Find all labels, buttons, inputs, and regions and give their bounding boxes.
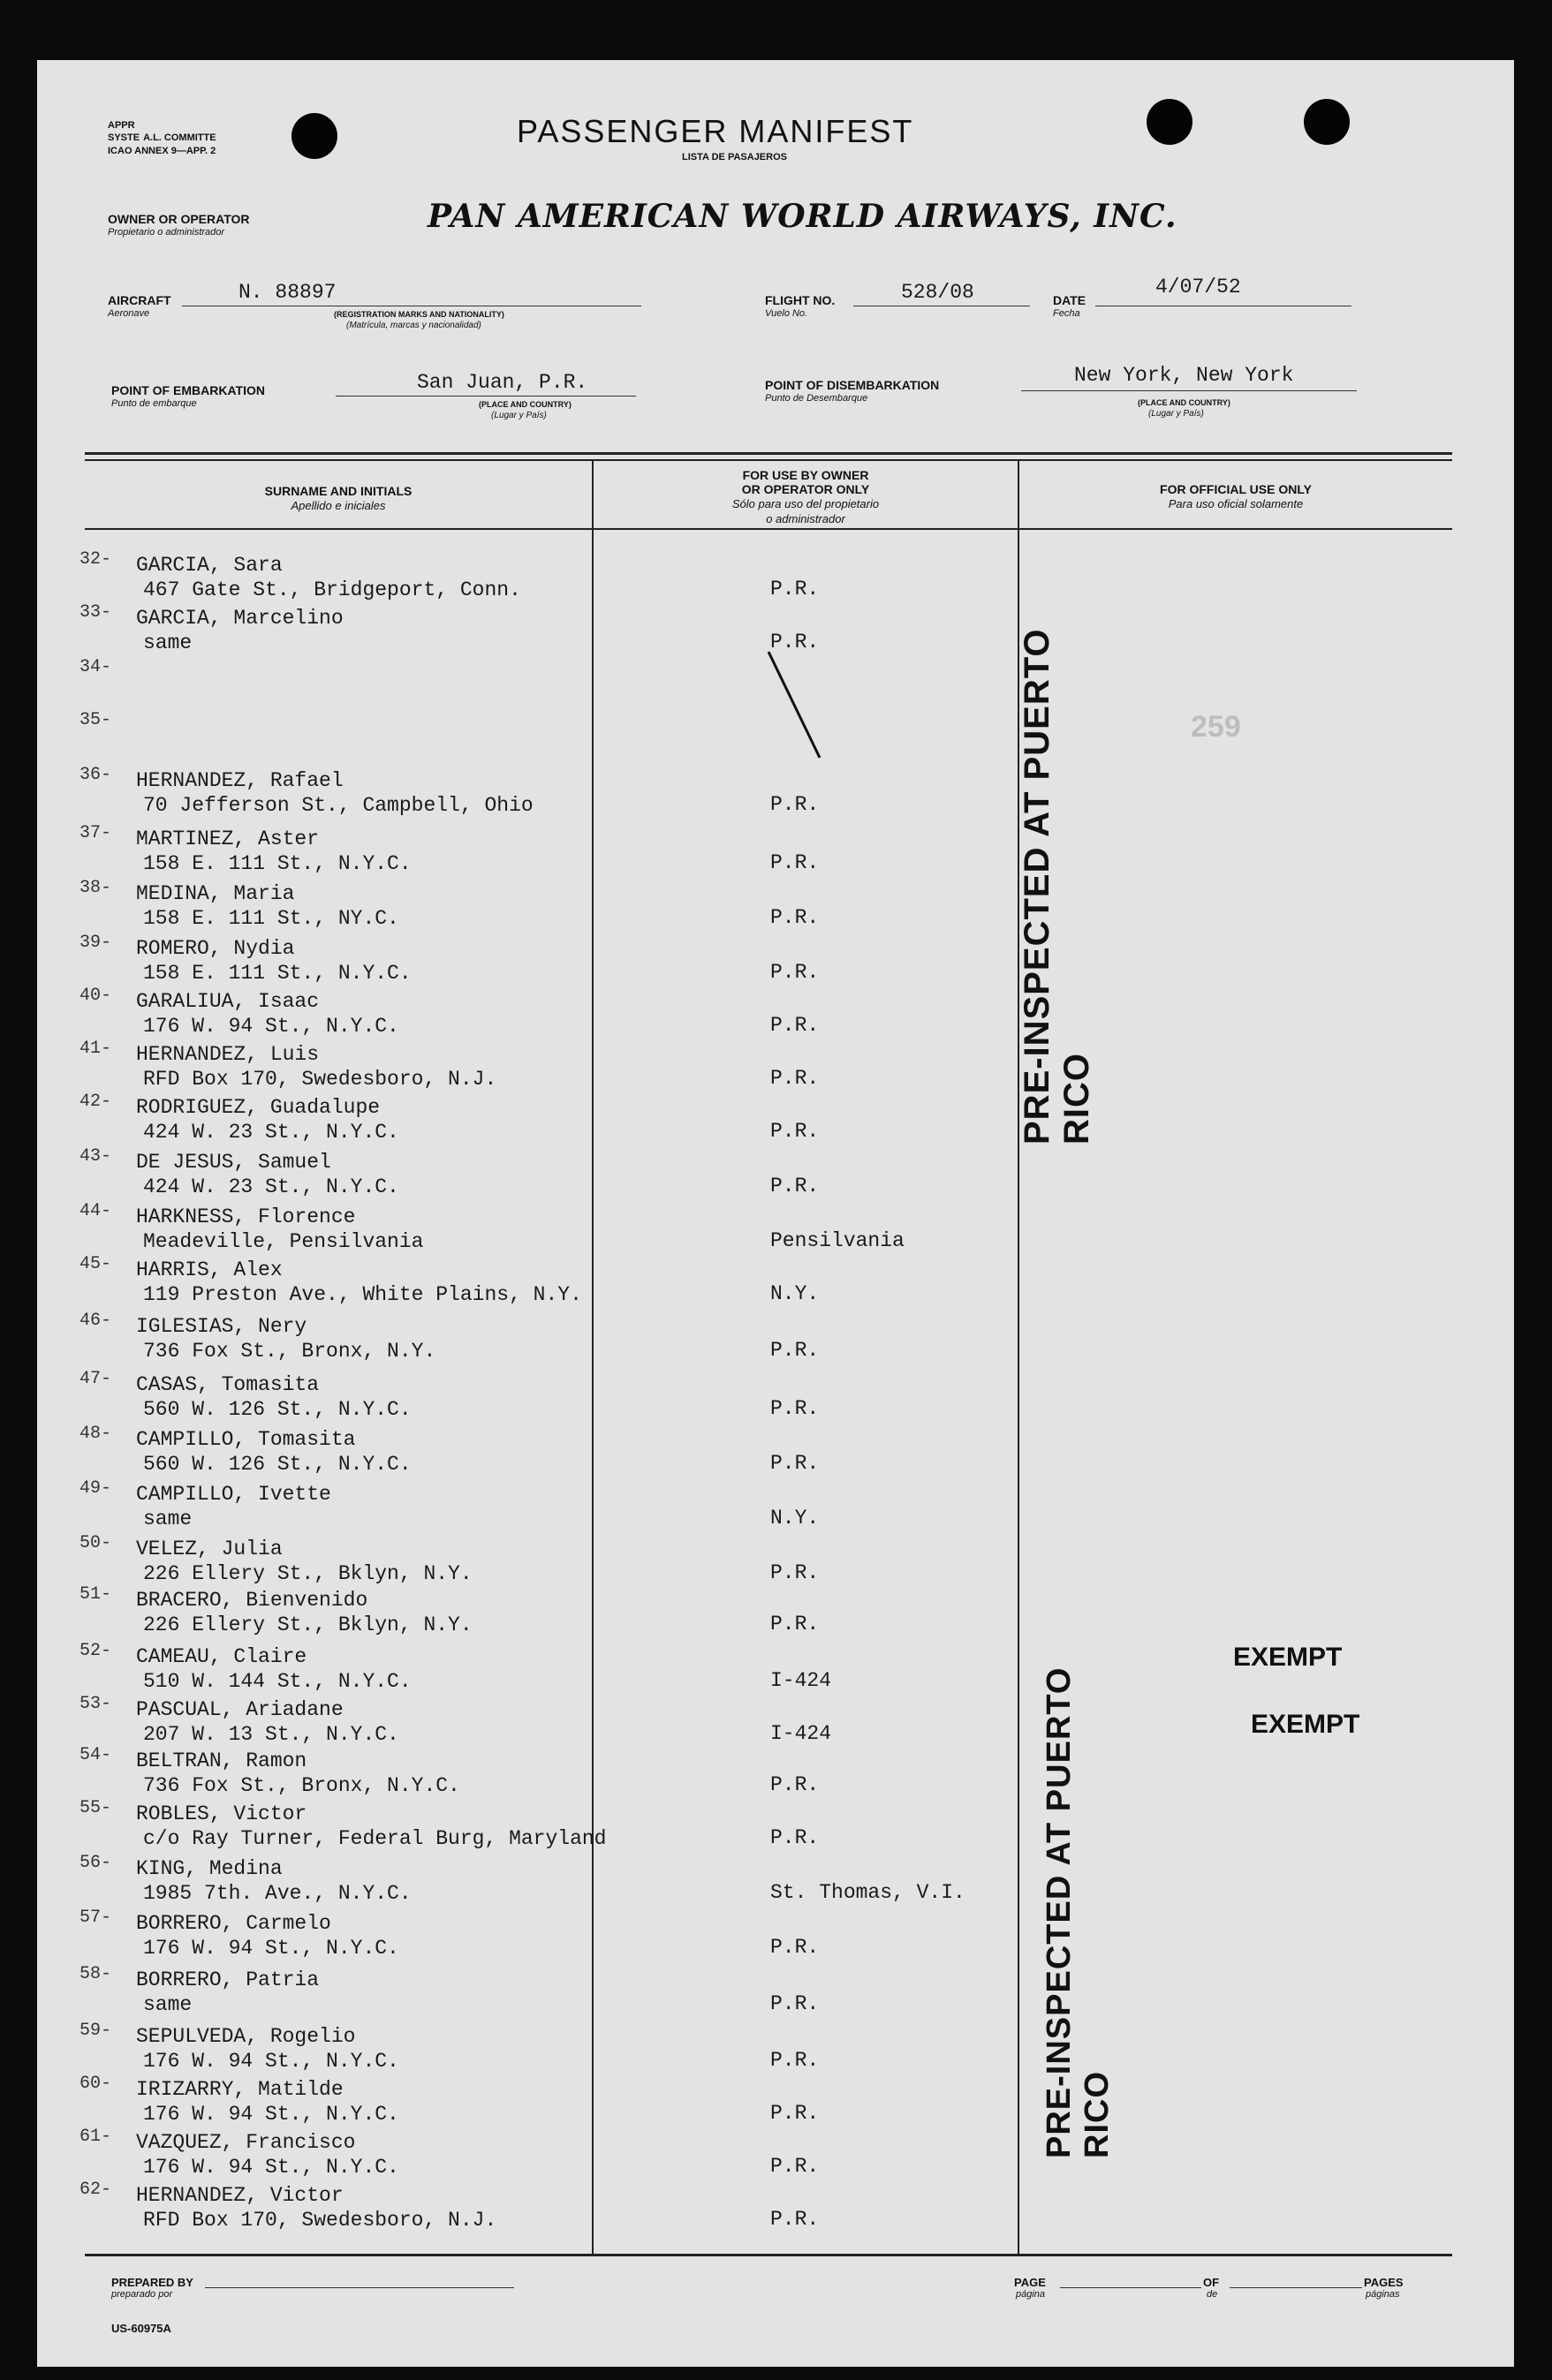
- row-number: 61-: [79, 2127, 112, 2147]
- passenger-address: 176 W. 94 St., N.Y.C.: [143, 1015, 399, 1038]
- passenger-address: 510 W. 144 St., N.Y.C.: [143, 1670, 412, 1693]
- col3-header: FOR OFFICIAL USE ONLY Para uso oficial solamente: [1160, 482, 1312, 510]
- passenger-entry: [136, 1095, 399, 1145]
- passenger-entry: [136, 553, 521, 602]
- passenger-entry: [136, 1749, 460, 1798]
- passenger-name: HARKNESS, Florence: [136, 1205, 356, 1228]
- disembark-underline: [1021, 390, 1357, 391]
- embark-place-note: (PLACE AND COUNTRY): [479, 400, 572, 409]
- passenger-address: 560 W. 126 St., N.Y.C.: [143, 1398, 412, 1421]
- aircraft-label-es: Aeronave: [108, 308, 150, 319]
- passenger-name: CAMEAU, Claire: [136, 1645, 307, 1668]
- passenger-address: 207 W. 13 St., N.Y.C.: [143, 1723, 399, 1746]
- row-number: 53-: [79, 1694, 112, 1714]
- owner-label: OWNER OR OPERATOR: [108, 212, 250, 226]
- operator-use-entry: P.R.: [770, 1561, 820, 1584]
- operator-use-entry: P.R.: [770, 1014, 820, 1037]
- passenger-address: same: [143, 631, 193, 654]
- approval-line-1: APPR: [108, 120, 135, 131]
- row-number: 59-: [79, 2021, 112, 2041]
- row-number: 57-: [79, 1908, 112, 1928]
- row-number: 55-: [79, 1798, 112, 1818]
- prepared-label: PREPARED BY: [111, 2276, 193, 2289]
- row-number: 51-: [79, 1584, 112, 1605]
- of-label-es: de: [1207, 2289, 1218, 2300]
- aircraft-value: N. 88897: [238, 281, 337, 304]
- passenger-name: GARCIA, Sara: [136, 554, 283, 577]
- passenger-entry: [136, 1314, 435, 1364]
- pre-inspected-stamp-2: PRE-INSPECTED AT PUERTO RICO: [1041, 1666, 1116, 2158]
- row-number: 45-: [79, 1254, 112, 1274]
- passenger-name: BORRERO, Carmelo: [136, 1912, 331, 1935]
- col1-header: SURNAME AND INITIALS Apellido e iniciales: [264, 484, 413, 512]
- registration-note-es: (Matrícula, marcas y nacionalidad): [346, 321, 481, 330]
- operator-use-entry: P.R.: [770, 793, 820, 816]
- operator-use-entry: P.R.: [770, 1120, 820, 1143]
- row-number: 58-: [79, 1964, 112, 1984]
- row-number: 62-: [79, 2180, 112, 2200]
- page-underline: [1060, 2287, 1201, 2288]
- passenger-name: GARALIUA, Isaac: [136, 990, 320, 1013]
- embark-label-es: Punto de embarque: [111, 398, 197, 409]
- embark-label: POINT OF EMBARKATION: [111, 383, 265, 397]
- registration-note: (REGISTRATION MARKS AND NATIONALITY): [334, 310, 504, 319]
- disembark-label-es: Punto de Desembarque: [765, 393, 868, 404]
- flight-value: 528/08: [901, 281, 974, 304]
- page-mark: 259: [1191, 710, 1241, 744]
- passenger-address: 736 Fox St., Bronx, N.Y.: [143, 1340, 436, 1363]
- row-number: 42-: [79, 1092, 112, 1112]
- passenger-name: CAMPILLO, Tomasita: [136, 1428, 356, 1451]
- operator-use-entry: P.R.: [770, 2208, 820, 2231]
- punch-hole-right-2: [1304, 99, 1350, 145]
- row-number: 49-: [79, 1478, 112, 1499]
- form-title-es: LISTA DE PASAJEROS: [682, 152, 787, 162]
- approval-line-2: ICAO ANNEX 9—APP. 2: [108, 146, 216, 156]
- disembark-place-note-es: (Lugar y País): [1148, 409, 1204, 419]
- passenger-entry: [136, 1802, 607, 1851]
- passenger-name: RODRIGUEZ, Guadalupe: [136, 1096, 381, 1119]
- operator-use-entry: P.R.: [770, 1339, 820, 1362]
- passenger-name: ROBLES, Victor: [136, 1802, 307, 1825]
- passenger-address: 1985 7th. Ave., N.Y.C.: [143, 1882, 412, 1905]
- owner-label-es: Propietario o administrador: [108, 227, 225, 238]
- passenger-name: VELEZ, Julia: [136, 1538, 283, 1560]
- passenger-entry: [136, 881, 399, 931]
- of-underline: [1230, 2287, 1362, 2288]
- operator-use-entry: P.R.: [770, 851, 820, 874]
- passenger-name: IRIZARRY, Matilde: [136, 2078, 344, 2101]
- passenger-address: same: [143, 1507, 193, 1530]
- passenger-address: RFD Box 170, Swedesboro, N.J.: [143, 1068, 497, 1091]
- passenger-entry: [136, 2024, 399, 2074]
- passenger-entry: [136, 1258, 582, 1307]
- passenger-entry: [136, 1042, 496, 1092]
- passenger-address: RFD Box 170, Swedesboro, N.J.: [143, 2209, 497, 2232]
- row-number: 37-: [79, 823, 112, 843]
- exempt-stamp-1: EXEMPT: [1233, 1643, 1343, 1672]
- passenger-name: HARRIS, Alex: [136, 1258, 283, 1281]
- passenger-address: 226 Ellery St., Bklyn, N.Y.: [143, 1613, 473, 1636]
- row-number: 47-: [79, 1369, 112, 1389]
- operator-use-entry: I-424: [770, 1669, 832, 1692]
- passenger-address: 176 W. 94 St., N.Y.C.: [143, 2050, 399, 2073]
- operator-use-entry: St. Thomas, V.I.: [770, 1881, 965, 1904]
- passenger-entry: [136, 1968, 319, 2017]
- passenger-name: MEDINA, Maria: [136, 882, 295, 905]
- passenger-address: 226 Ellery St., Bklyn, N.Y.: [143, 1562, 473, 1585]
- disembark-value: New York, New York: [1074, 364, 1294, 387]
- passenger-entry: [136, 1644, 412, 1694]
- passenger-entry: [136, 2130, 399, 2180]
- passenger-name: PASCUAL, Ariadane: [136, 1698, 344, 1721]
- aircraft-label: AIRCRAFT: [108, 293, 171, 307]
- row-number: 35-: [79, 710, 112, 730]
- row-number: 50-: [79, 1533, 112, 1553]
- passenger-name: DE JESUS, Samuel: [136, 1151, 331, 1174]
- passenger-name: HERNANDEZ, Rafael: [136, 769, 344, 792]
- operator-use-entry: P.R.: [770, 1613, 820, 1636]
- row-number: 56-: [79, 1853, 112, 1873]
- passenger-entry: [136, 1482, 331, 1531]
- passenger-entry: [136, 768, 534, 818]
- passenger-entry: [136, 1372, 412, 1422]
- passenger-address: 424 W. 23 St., N.Y.C.: [143, 1175, 399, 1198]
- disembark-label: POINT OF DISEMBARKATION: [765, 378, 940, 392]
- passenger-address: Meadeville, Pensilvania: [143, 1230, 424, 1253]
- flight-label-es: Vuelo No.: [765, 308, 808, 319]
- operator-use-entry: P.R.: [770, 631, 820, 654]
- flight-label: FLIGHT NO.: [765, 293, 836, 307]
- table-top-rule-2: [85, 459, 1452, 461]
- punch-hole-right-1: [1147, 99, 1192, 145]
- row-number: 52-: [79, 1641, 112, 1661]
- operator-use-entry: P.R.: [770, 1936, 820, 1959]
- passenger-name: BELTRAN, Ramon: [136, 1749, 307, 1772]
- passenger-entry: [136, 1150, 399, 1199]
- passenger-address: 176 W. 94 St., N.Y.C.: [143, 2156, 399, 2179]
- operator-use-entry: P.R.: [770, 2155, 820, 2178]
- operator-use-entry: P.R.: [770, 1175, 820, 1198]
- row-number: 32-: [79, 549, 112, 570]
- passenger-address: 158 E. 111 St., N.Y.C.: [143, 962, 412, 985]
- embark-underline: [336, 396, 636, 397]
- date-label: DATE: [1053, 293, 1086, 307]
- passenger-name: CASAS, Tomasita: [136, 1373, 320, 1396]
- passenger-entry: [136, 1427, 412, 1477]
- operator-use-entry: Pensilvania: [770, 1229, 905, 1252]
- row-number: 40-: [79, 986, 112, 1006]
- passenger-name: GARCIA, Marcelino: [136, 607, 344, 630]
- passenger-entry: [136, 1205, 423, 1254]
- passenger-name: BORRERO, Patria: [136, 1968, 320, 1991]
- passenger-name: ROMERO, Nydia: [136, 937, 295, 960]
- operator-use-entry: P.R.: [770, 961, 820, 984]
- pages-label: PAGES: [1364, 2276, 1404, 2289]
- passenger-entry: [136, 827, 412, 876]
- passenger-entry: [136, 1911, 399, 1961]
- passenger-name: VAZQUEZ, Francisco: [136, 2131, 356, 2154]
- table-bottom-rule: [85, 2254, 1452, 2256]
- operator-use-entry: P.R.: [770, 1773, 820, 1796]
- col2-header: FOR USE BY OWNER OR OPERATOR ONLY Sólo para uso del propietario o administrador: [731, 468, 880, 525]
- passenger-address: 176 W. 94 St., N.Y.C.: [143, 1937, 399, 1960]
- passenger-address: 119 Preston Ave., White Plains, N.Y.: [143, 1283, 582, 1306]
- punch-hole-left: [291, 113, 337, 159]
- disembark-place-note: (PLACE AND COUNTRY): [1138, 398, 1230, 407]
- row-number: 34-: [79, 657, 112, 677]
- prepared-underline: [205, 2287, 514, 2288]
- passenger-address: 560 W. 126 St., N.Y.C.: [143, 1453, 412, 1476]
- passenger-address: c/o Ray Turner, Federal Burg, Maryland: [143, 1827, 607, 1850]
- owner-value: PAN AMERICAN WORLD AIRWAYS, INC.: [428, 198, 1177, 235]
- date-label-es: Fecha: [1053, 308, 1080, 319]
- exempt-stamp-2: EXEMPT: [1251, 1710, 1360, 1739]
- prepared-label-es: preparado por: [111, 2289, 173, 2300]
- passenger-entry: [136, 606, 344, 655]
- passenger-entry: [136, 1588, 473, 1637]
- page-label: PAGE: [1014, 2276, 1046, 2289]
- form-title: PASSENGER MANIFEST: [517, 113, 914, 149]
- table-head-rule: [85, 528, 1452, 530]
- passenger-name: KING, Medina: [136, 1857, 283, 1880]
- row-number: 33-: [79, 602, 112, 623]
- operator-use-entry: P.R.: [770, 1992, 820, 2015]
- row-number: 38-: [79, 878, 112, 898]
- approval-line-1b: SYSTE A.L. COMMITTE: [108, 132, 216, 143]
- embark-value: San Juan, P.R.: [417, 371, 588, 394]
- operator-use-entry: P.R.: [770, 906, 820, 929]
- of-label: OF: [1203, 2276, 1220, 2289]
- operator-use-entry: I-424: [770, 1722, 832, 1745]
- row-number: 60-: [79, 2074, 112, 2094]
- row-number: 44-: [79, 1201, 112, 1221]
- passenger-name: MARTINEZ, Aster: [136, 827, 320, 850]
- operator-use-entry: P.R.: [770, 1397, 820, 1420]
- col-divider-1: [592, 459, 594, 2254]
- row-number: 48-: [79, 1424, 112, 1444]
- page-label-es: página: [1016, 2289, 1046, 2300]
- passenger-address: 467 Gate St., Bridgeport, Conn.: [143, 578, 521, 601]
- operator-use-entry: P.R.: [770, 1067, 820, 1090]
- passenger-address: 176 W. 94 St., N.Y.C.: [143, 2103, 399, 2126]
- passenger-name: HERNANDEZ, Victor: [136, 2184, 344, 2207]
- passenger-address: 424 W. 23 St., N.Y.C.: [143, 1121, 399, 1144]
- passenger-address: 70 Jefferson St., Campbell, Ohio: [143, 794, 534, 817]
- pages-label-es: páginas: [1366, 2289, 1400, 2300]
- operator-use-entry: P.R.: [770, 578, 820, 601]
- row-number: 41-: [79, 1039, 112, 1059]
- passenger-address: 158 E. 111 St., N.Y.C.: [143, 852, 412, 875]
- passenger-name: HERNANDEZ, Luis: [136, 1043, 320, 1066]
- operator-use-entry: P.R.: [770, 2049, 820, 2072]
- operator-use-entry: P.R.: [770, 1452, 820, 1475]
- operator-use-entry: N.Y.: [770, 1507, 820, 1530]
- row-number: 36-: [79, 765, 112, 785]
- passenger-name: CAMPILLO, Ivette: [136, 1483, 331, 1506]
- row-number: 54-: [79, 1745, 112, 1765]
- passenger-address: same: [143, 1993, 193, 2016]
- passenger-entry: [136, 2183, 496, 2233]
- pre-inspected-stamp-1: PRE-INSPECTED AT PUERTO RICO: [1018, 628, 1096, 1145]
- operator-use-entry: N.Y.: [770, 1282, 820, 1305]
- row-number: 46-: [79, 1311, 112, 1331]
- operator-use-entry: P.R.: [770, 1826, 820, 1849]
- passenger-address: 158 E. 111 St., NY.C.: [143, 907, 399, 930]
- operator-use-entry: P.R.: [770, 2102, 820, 2125]
- void-slash: [760, 645, 830, 768]
- passenger-entry: [136, 1537, 473, 1586]
- passenger-entry: [136, 1697, 399, 1747]
- row-number: 43-: [79, 1146, 112, 1167]
- passenger-entry: [136, 2077, 399, 2127]
- passenger-entry: [136, 1856, 412, 1906]
- form-code: US-60975A: [111, 2322, 171, 2335]
- row-number: 39-: [79, 933, 112, 953]
- embark-place-note-es: (Lugar y País): [491, 411, 547, 420]
- passenger-entry: [136, 989, 399, 1039]
- date-value: 4/07/52: [1155, 276, 1241, 298]
- passenger-name: SEPULVEDA, Rogelio: [136, 2025, 356, 2048]
- passenger-address: 736 Fox St., Bronx, N.Y.C.: [143, 1774, 460, 1797]
- passenger-name: IGLESIAS, Nery: [136, 1315, 307, 1338]
- table-top-rule-1: [85, 452, 1452, 455]
- passenger-name: BRACERO, Bienvenido: [136, 1589, 368, 1612]
- passenger-entry: [136, 936, 412, 986]
